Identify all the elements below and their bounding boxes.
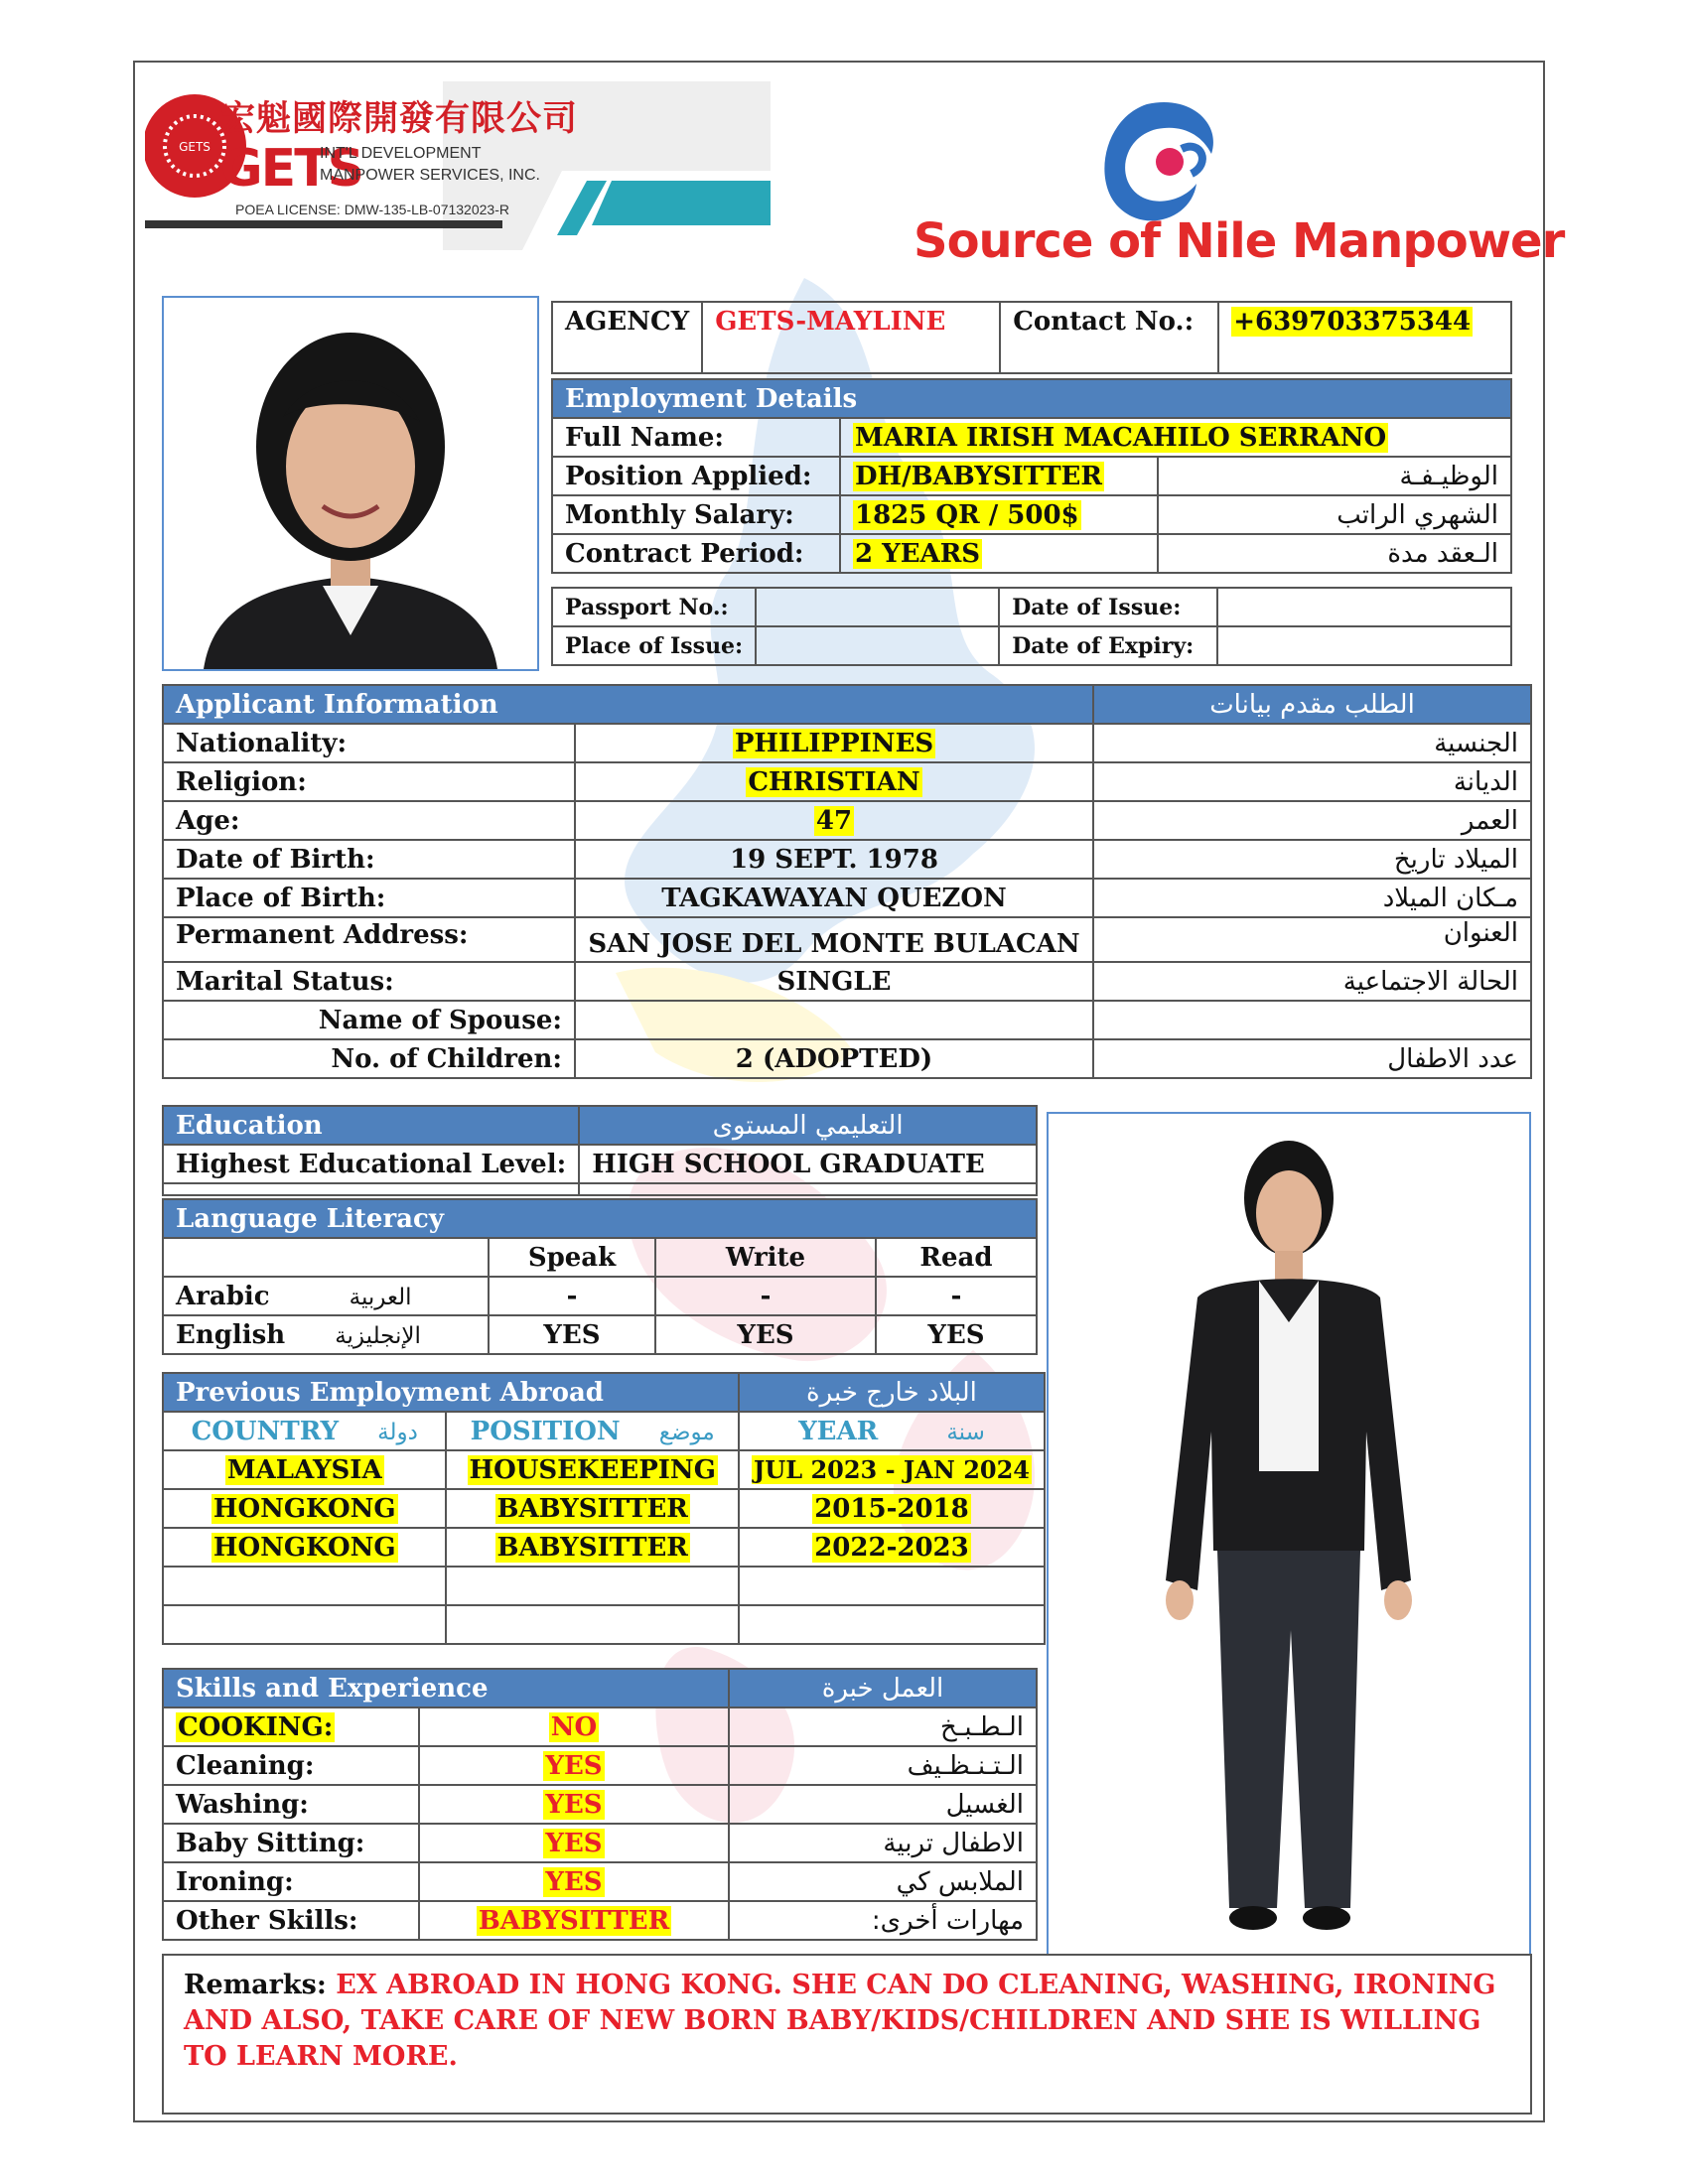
religion-value: CHRISTIAN (748, 766, 920, 797)
dob-arabic: الميلاد تاريخ (1093, 840, 1531, 879)
date-issue-label: Date of Issue: (999, 588, 1217, 626)
dob-label: Date of Birth: (163, 840, 575, 879)
address-arabic: العنوان (1093, 917, 1531, 962)
washing-label: Washing: (163, 1785, 419, 1824)
position-label: Position Applied: (552, 457, 840, 495)
marital-value: SINGLE (575, 962, 1093, 1001)
ironing-value: YES (545, 1866, 603, 1897)
age-value: 47 (815, 805, 853, 836)
full-name-value: MARIA IRISH MACAHILO SERRANO (855, 422, 1387, 453)
position-header: POSITION موضع (446, 1412, 738, 1450)
english-read: YES (876, 1315, 1037, 1354)
washing-arabic: الغسيل (729, 1785, 1037, 1824)
arabic-read: - (876, 1277, 1037, 1315)
agency-value: GETS-MAYLINE (702, 302, 1000, 373)
previous-employment-table (162, 1372, 1046, 1645)
year-header: YEAR سنة (739, 1412, 1045, 1450)
education-value: HIGH SCHOOL GRADUATE (579, 1145, 1037, 1183)
dob-value: 19 SEPT. 1978 (575, 840, 1093, 879)
date-expiry-value (1217, 626, 1511, 665)
full-name-label: Full Name: (552, 418, 840, 457)
headshot-illustration (164, 298, 537, 669)
cooking-value: NO (550, 1711, 598, 1742)
applicant-section-title-arabic: الطلب مقدم بيانات (1093, 685, 1531, 724)
speak-header: Speak (489, 1238, 655, 1277)
babysitting-value: YES (545, 1828, 603, 1858)
education-section-title: Education (163, 1106, 579, 1145)
children-label: No. of Children: (163, 1039, 575, 1078)
children-value: 2 (ADOPTED) (575, 1039, 1093, 1078)
remarks-text: EX ABROAD IN HONG KONG. SHE CAN DO CLEANING, WASHING, IRONING AND ALSO, TAKE CARE OF NEW BORN BABY/KIDS/CHILDREN AND SHE IS WILLING TO LEARN MORE. (184, 1970, 1496, 2072)
applicant-info-table (162, 684, 1532, 1079)
cooking-arabic: الـطـبـخ (729, 1707, 1037, 1746)
spouse-label: Name of Spouse: (163, 1001, 575, 1039)
gets-brand-name: GETS (220, 139, 363, 199)
date-issue-value (1217, 588, 1511, 626)
previous-section-title: Previous Employment Abroad (163, 1373, 739, 1412)
gets-subtitle-2: MANPOWER SERVICES, INC. (320, 167, 540, 184)
gets-license: POEA LICENSE: DMW-135-LB-07132023-R (235, 202, 509, 217)
passport-label: Passport No.: (552, 588, 756, 626)
language-row-english: English الإنجليزية (163, 1315, 489, 1354)
other-skills-label: Other Skills: (163, 1901, 419, 1940)
washing-value: YES (545, 1789, 603, 1820)
pob-value: TAGKAWAYAN QUEZON (575, 879, 1093, 917)
nationality-value: PHILIPPINES (734, 728, 934, 758)
other-skills-value: BABYSITTER (478, 1905, 670, 1936)
position-value: DH/BABYSITTER (855, 461, 1102, 491)
english-write: YES (655, 1315, 876, 1354)
previous-row-empty (163, 1567, 1045, 1605)
employment-section-title: Employment Details (552, 379, 1511, 418)
contract-value: 2 YEARS (855, 538, 981, 569)
previous-row-empty (163, 1605, 1045, 1644)
passport-value (756, 588, 999, 626)
position-arabic: الوظيـفـة (1158, 457, 1511, 495)
salary-value: 1825 QR / 500$ (855, 499, 1079, 530)
date-expiry-label: Date of Expiry: (999, 626, 1217, 665)
religion-label: Religion: (163, 762, 575, 801)
salary-arabic: الشهري الراتب (1158, 495, 1511, 534)
education-label: Highest Educational Level: (163, 1145, 579, 1183)
applicant-headshot (162, 296, 539, 671)
ironing-arabic: الملابس كي (729, 1862, 1037, 1901)
children-arabic: عدد الاطفال (1093, 1039, 1531, 1078)
religion-arabic: الديانة (1093, 762, 1531, 801)
gets-subtitle-1: INT'L DEVELOPMENT (320, 145, 482, 162)
skills-section-title: Skills and Experience (163, 1669, 729, 1707)
place-issue-value (756, 626, 999, 665)
contract-label: Contract Period: (552, 534, 840, 573)
previous-row: HONGKONG BABYSITTER 2015-2018 (163, 1489, 1045, 1528)
skills-table (162, 1668, 1038, 1941)
language-row-arabic: Arabic العربية (163, 1277, 489, 1315)
english-speak: YES (489, 1315, 655, 1354)
address-label: Permanent Address: (163, 917, 575, 962)
read-header: Read (876, 1238, 1037, 1277)
spouse-arabic (1093, 1001, 1531, 1039)
previous-row: HONGKONG BABYSITTER 2022-2023 (163, 1528, 1045, 1567)
skills-section-title-arabic: العمل خبرة (729, 1669, 1037, 1707)
write-header: Write (655, 1238, 876, 1277)
nile-brand-name: Source of Nile Manpower (914, 213, 1565, 269)
cooking-label: COOKING: (178, 1711, 334, 1742)
contact-value: +639703375344 (1233, 307, 1472, 337)
agency-table (551, 301, 1512, 374)
nationality-label: Nationality: (163, 724, 575, 762)
remarks-box (162, 1954, 1532, 2115)
remarks-label: Remarks: (184, 1970, 327, 2000)
other-skills-arabic: مهارات أخرى: (729, 1901, 1037, 1940)
education-table (162, 1105, 1038, 1196)
address-value: SAN JOSE DEL MONTE BULACAN (575, 917, 1093, 962)
pob-label: Place of Birth: (163, 879, 575, 917)
previous-section-title-arabic: البلاد خارج خبرة (739, 1373, 1045, 1412)
salary-label: Monthly Salary: (552, 495, 840, 534)
previous-row: MALAYSIA HOUSEKEEPING JUL 2023 - JAN 2024 (163, 1450, 1045, 1489)
language-table (162, 1198, 1038, 1355)
agency-label: AGENCY (552, 302, 702, 373)
education-section-title-arabic: التعليمي المستوى (579, 1106, 1037, 1145)
country-header: COUNTRY دولة (163, 1412, 446, 1450)
language-section-title: Language Literacy (163, 1199, 1037, 1238)
marital-label: Marital Status: (163, 962, 575, 1001)
arabic-write: - (655, 1277, 876, 1315)
cleaning-value: YES (545, 1750, 603, 1781)
nationality-arabic: الجنسية (1093, 724, 1531, 762)
ironing-label: Ironing: (163, 1862, 419, 1901)
gets-chinese-name: 宏魁國際開發有限公司 (220, 99, 579, 139)
arabic-speak: - (489, 1277, 655, 1315)
full-body-illustration (1049, 1114, 1529, 1954)
age-label: Age: (163, 801, 575, 840)
applicant-section-title: Applicant Information (163, 685, 1093, 724)
contract-arabic: الـعقد مدة (1158, 534, 1511, 573)
age-arabic: العمر (1093, 801, 1531, 840)
gets-seal-text: GETS (179, 140, 211, 154)
babysitting-label: Baby Sitting: (163, 1824, 419, 1862)
babysitting-arabic: الاطفال تربية (729, 1824, 1037, 1862)
pob-arabic: مـكان الميلاد (1093, 879, 1531, 917)
marital-arabic: الحالة الاجتماعية (1093, 962, 1531, 1001)
passport-table (551, 587, 1512, 666)
spouse-value (575, 1001, 1093, 1039)
applicant-full-body-photo (1047, 1112, 1531, 1956)
contact-label: Contact No.: (1000, 302, 1218, 373)
place-issue-label: Place of Issue: (552, 626, 756, 665)
cleaning-arabic: الـتـنـظـيف (729, 1746, 1037, 1785)
employment-details-table (551, 378, 1512, 574)
cleaning-label: Cleaning: (163, 1746, 419, 1785)
